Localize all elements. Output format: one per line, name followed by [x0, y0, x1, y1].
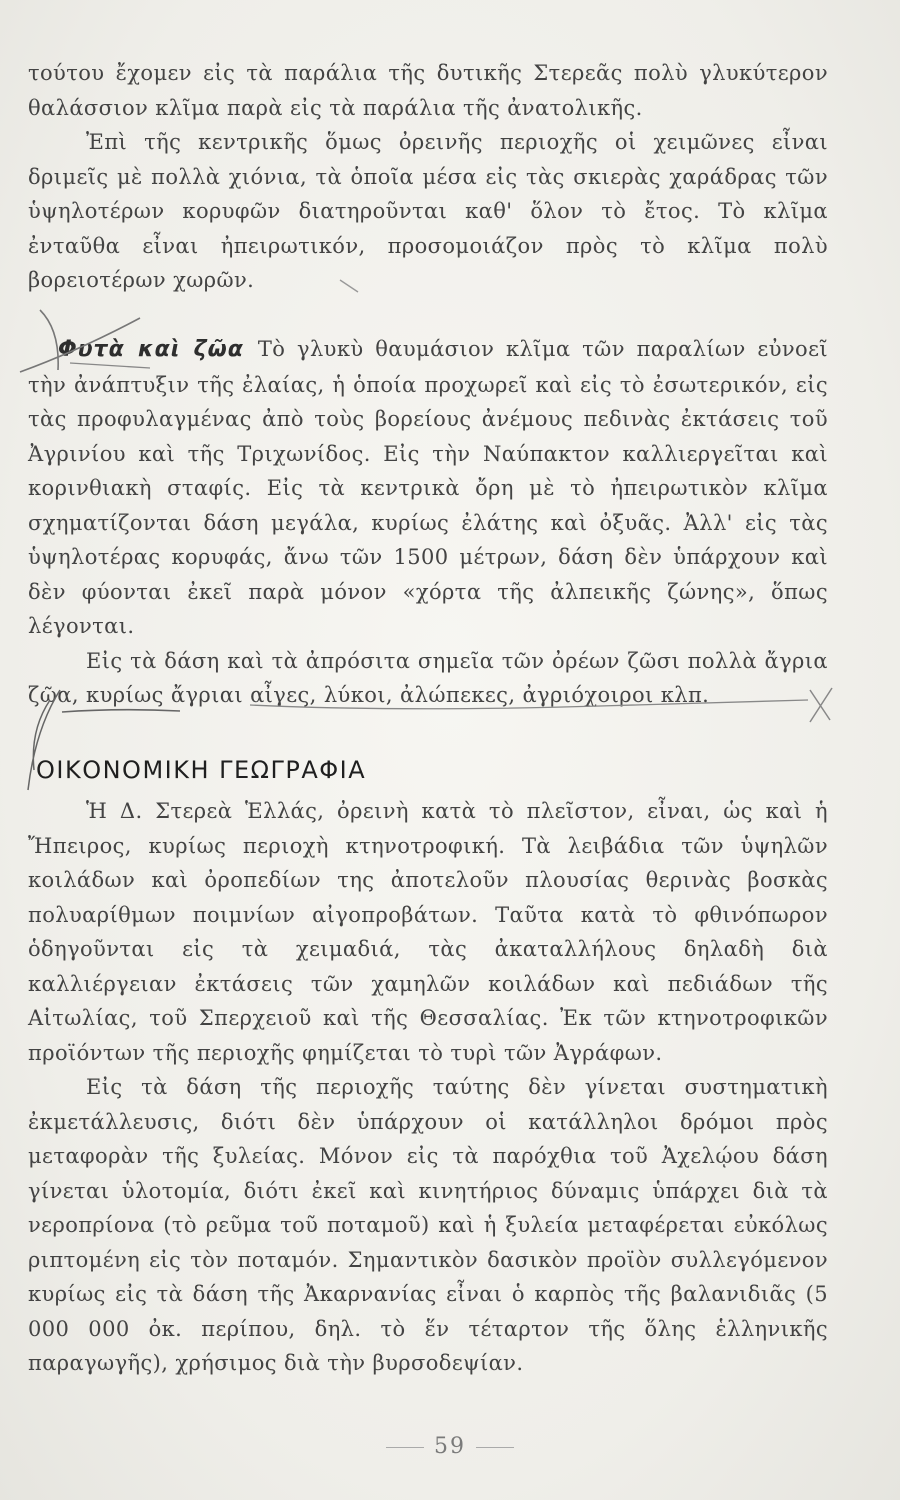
paragraph-mountain-climate: Ἐπὶ τῆς κεντρικῆς ὅμως ὀρεινῆς περιοχῆς οἱ χειμῶνες εἶναι δριμεῖς μὲ πολλὰ χιόνια, τὰ ὁποῖα μέσα εἰς τὰς σκιερὰς χαράδρας τῶν ὑψηλοτέρων κορυφῶν διατηροῦνται καθ' ὅλον τὸ ἔτος. Τὸ κλῖμα ἐνταῦθα εἶναι ἠπειρωτικόν, προσομοιάζον πρὸς τὸ κλῖμα πολὺ βορειοτέρων χωρῶν. [28, 130, 828, 292]
paragraph-flora [28, 332, 828, 644]
flora-text: Τὸ γλυκὺ θαυμάσιον κλῖμα τῶν παραλίων εὐνοεῖ τὴν ἀνάπτυξιν τῆς ἐλαίας, ἡ ὁποία προχωρεῖ καὶ εἰς τὸ ἐσωτερικόν, εἰς τὰς προφυλαγμένας ἀπὸ τοὺς βορείους ἀνέμους πεδινὰς ἐκτάσεις τοῦ Ἀγρινίου καὶ τῆς Τριχωνίδος. Εἰς τὴν Ναύπακτον καλλιεργεῖται καὶ κορινθιακὴ σταφίς. Εἰς τὰ κεντρικὰ ὄρη μὲ τὸ ἠπειρωτικὸν κλῖμα σχηματίζονται δάση μεγάλα, κυρίως ἐλάτης καὶ ὀξυᾶς. Ἀλλ' εἰς τὰς ὑψηλοτέρας κορυφάς, ἄνω τῶν 1500 μέτρων, δάση δὲν ὑπάρχουν καὶ δὲν φύονται ἐκεῖ παρὰ μόνον «χόρτα τῆς ἀλπεικῆς ζώνης», ὅπως λέγονται. [28, 337, 828, 638]
paragraph-forestry: Εἰς τὰ δάση τῆς περιοχῆς ταύτης δὲν γίνεται συστηματικὴ ἐκμετάλλευσις, διότι δὲν ὑπάρχουν οἱ κατάλληλοι δρόμοι πρὸς μεταφορὰν τῆς ξυλείας. Μόνον εἰς τὰ παρόχθια τοῦ Ἀχελῴου δάση γίνεται ὑλοτομία, διότι ἐκεῖ καὶ κινητήριος δύναμις ὑπάρχει διὰ τὰ νεροπρίονα (τὸ ρεῦμα τοῦ ποταμοῦ) καὶ ἡ ξυλεία μεταφέρεται εὐκόλως ριπτομένη εἰς τὸν ποταμόν. Σημαντικὸν δασικὸν προϊὸν συλλεγόμενον κυρίως εἰς τὰ δάση τῆς Ἀκαρνανίας εἶναι ὁ καρπὸς τῆς βαλανιδιᾶς (5 000 000 ὀκ. περίπου, δηλ. τὸ ἕν τέταρτον τῆς ὅλης ἑλληνικῆς παραγωγῆς), χρήσιμος διὰ τὴν βυρσοδεψίαν. [28, 1075, 828, 1375]
page-number-dash-right [476, 1447, 514, 1448]
economic-geography-section [28, 794, 828, 1381]
flora-fauna-subheading: Φυτὰ καὶ ζῶα [58, 337, 244, 362]
page-number [0, 1434, 900, 1459]
climate-text-block [28, 56, 828, 298]
flora-fauna-section [28, 332, 828, 713]
paragraph-coastal-climate: τούτου ἔχομεν εἰς τὰ παράλια τῆς δυτικῆς Στερεᾶς πολὺ γλυκύτερον θαλάσσιον κλῖμα παρὰ εἰς τὰ παράλια τῆς ἀνατολικῆς. [28, 61, 828, 120]
page-number-dash-left [386, 1447, 424, 1448]
page-number-value: 59 [434, 1434, 466, 1459]
paragraph-livestock: Ἡ Δ. Στερεὰ Ἑλλάς, ὀρεινὴ κατὰ τὸ πλεῖστον, εἶναι, ὡς καὶ ἡ Ἤπειρος, κυρίως περιοχὴ κτηνοτροφική. Τὰ λειβάδια τῶν ὑψηλῶν κοιλάδων καὶ ὀροπεδίων της ἀποτελοῦν πλουσίας θερινὰς βοσκὰς πολυαρίθμων ποιμνίων αἰγοπροβάτων. Ταῦτα κατὰ τὸ φθινόπωρον ὁδηγοῦνται εἰς τὰ χειμαδιά, τὰς ἀκαταλλήλους δηλαδὴ διὰ καλλιέργειαν ἐκτάσεις τῶν χαμηλῶν κοιλάδων καὶ πεδιάδων τῆς Αἰτωλίας, τοῦ Σπερχειοῦ καὶ τῆς Θεσσαλίας. Ἐκ τῶν κτηνοτροφικῶν προϊόντων τῆς περιοχῆς φημίζεται τὸ τυρὶ τῶν Ἀγράφων. [28, 799, 828, 1065]
paragraph-fauna: Εἰς τὰ δάση καὶ τὰ ἀπρόσιτα σημεῖα τῶν ὀρέων ζῶσι πολλὰ ἄγρια ζῶα, κυρίως ἄγριαι αἶγες, λύκοι, ἀλώπεκες, ἀγριόχοιροι κλπ. [28, 648, 828, 707]
section-heading-economic-geography: ΟΙΚΟΝΟΜΙΚΗ ΓΕΩΓΡΑΦΙΑ [36, 756, 367, 784]
